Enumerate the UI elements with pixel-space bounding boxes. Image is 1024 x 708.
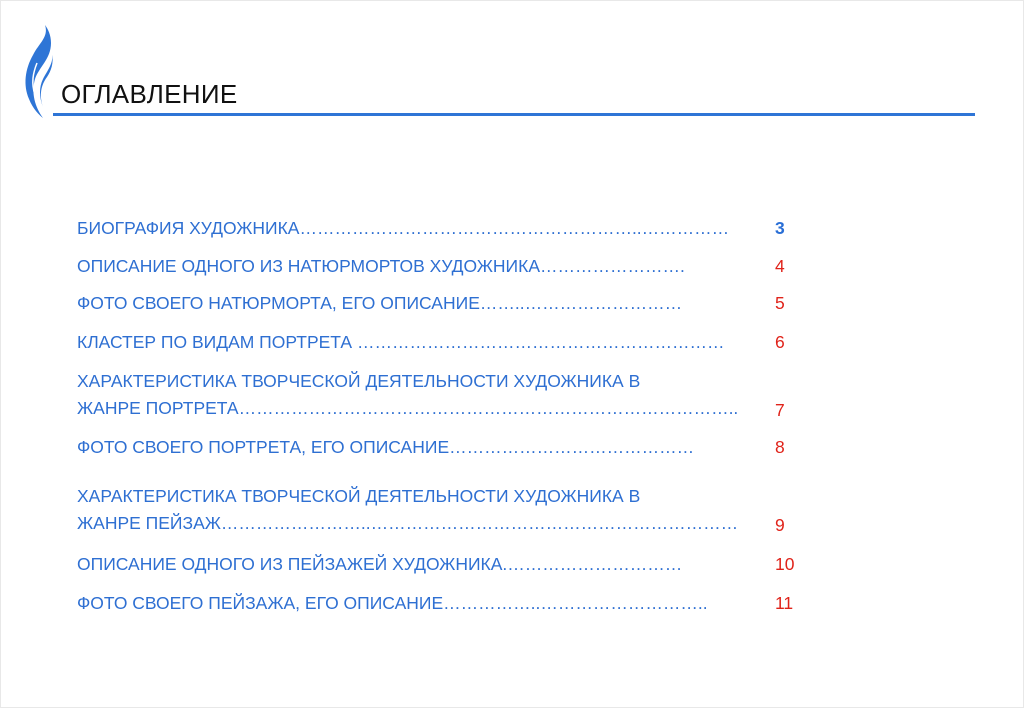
toc-entry-title: КЛАСТЕР ПО ВИДАМ ПОРТРЕТА ……………………………………………………… — [77, 332, 725, 352]
title-divider — [53, 113, 975, 116]
toc-entry[interactable] — [77, 590, 817, 617]
toc-entry-page: 10 — [775, 554, 795, 574]
toc-entry-page: 7 — [775, 400, 785, 420]
toc-entry[interactable] — [77, 215, 817, 242]
toc-entry-title: ОПИСАНИЕ ОДНОГО ИЗ ПЕЙЗАЖЕЙ ХУДОЖНИКА.………………………… — [77, 554, 683, 574]
toc-entry-title: ФОТО СВОЕГО ПЕЙЗАЖА, ЕГО ОПИСАНИЕ……………..……………………….. — [77, 593, 708, 613]
toc-entry-page: 8 — [775, 437, 785, 457]
toc-entry-title — [77, 483, 749, 537]
toc-entry-line: ЖАНРЕ ПОРТРЕТА………………………………………………………………………….. — [77, 398, 739, 418]
toc-entry[interactable] — [77, 368, 817, 424]
toc-entry-page: 3 — [775, 218, 785, 238]
toc-entry-title — [77, 368, 749, 422]
toc-entry-line: ХАРАКТЕРИСТИКА ТВОРЧЕСКОЙ ДЕЯТЕЛЬНОСТИ ХУДОЖНИКА В — [77, 486, 641, 506]
flame-feather-icon — [21, 23, 57, 119]
toc-entry-title: ОПИСАНИЕ ОДНОГО ИЗ НАТЮРМОРТОВ ХУДОЖНИКА……………………. — [77, 256, 685, 276]
toc-entry[interactable] — [77, 483, 817, 539]
toc-entry[interactable] — [77, 253, 817, 280]
toc-entry-page: 11 — [775, 593, 794, 613]
toc-entry[interactable] — [77, 434, 817, 461]
toc-entry[interactable] — [77, 551, 817, 578]
toc-entry-page: 5 — [775, 293, 785, 313]
toc-entry-title: ФОТО СВОЕГО ПОРТРЕТА, ЕГО ОПИСАНИЕ…………………………………… — [77, 437, 695, 457]
page-title: ОГЛАВЛЕНИЕ — [61, 79, 238, 109]
toc-entry-title: БИОГРАФИЯ ХУДОЖНИКА…………………………………………………..…………… — [77, 218, 730, 238]
toc-entry-page: 6 — [775, 332, 785, 352]
toc-entry-title: ФОТО СВОЕГО НАТЮРМОРТА, ЕГО ОПИСАНИЕ……..……………………… — [77, 293, 683, 313]
toc-entry-page: 9 — [775, 515, 785, 535]
toc-entry[interactable] — [77, 329, 817, 356]
toc-entry-line: ЖАНРЕ ПЕЙЗАЖ……………………..……………………………………………………… — [77, 513, 739, 533]
toc-entry-page: 4 — [775, 256, 785, 276]
toc-entry[interactable] — [77, 290, 817, 317]
toc-entry-line: ХАРАКТЕРИСТИКА ТВОРЧЕСКОЙ ДЕЯТЕЛЬНОСТИ ХУДОЖНИКА В — [77, 371, 641, 391]
